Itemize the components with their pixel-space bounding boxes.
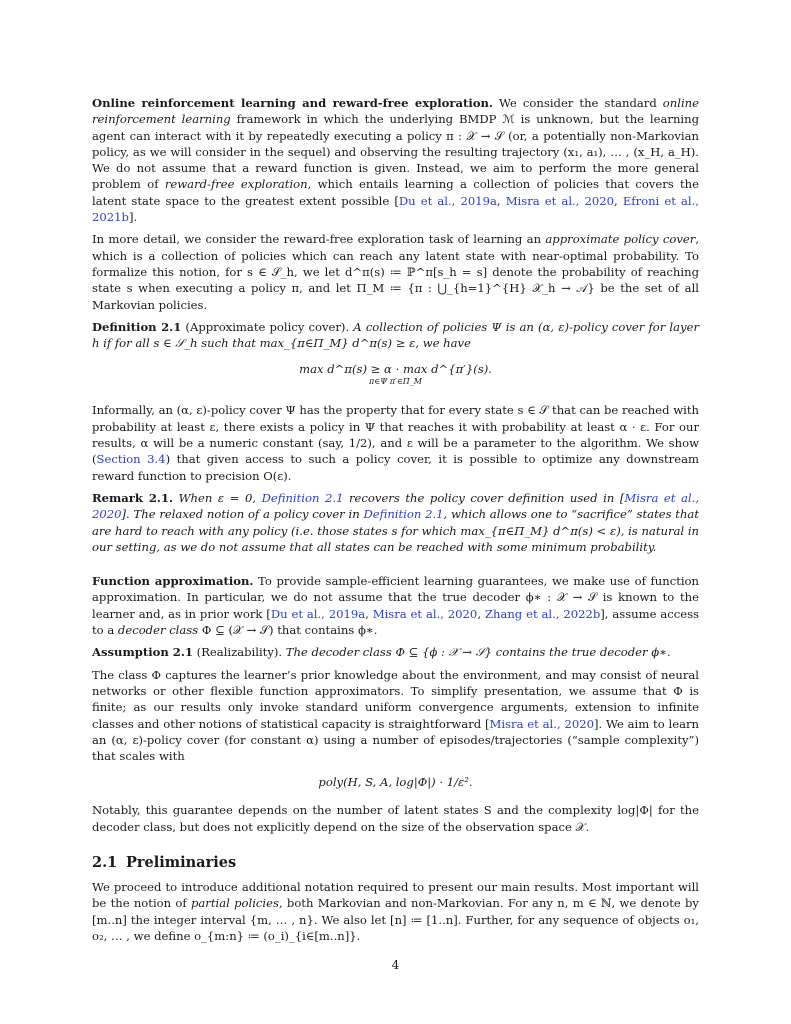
paragraph-online-rl: Online reinforcement learning and reward-free exploration. We consider the standard online reinforcement learning framework in which the underlying BMDP ℳ is unknown, but the learning agent can interact with it by repeatedly executing a policy π : 𝒳 → 𝒮 (or, a potentially non-Markovian policy, as we will consider in the sequel) and observing the resulting trajectory (x₁, a₁), … , (x_H, a_H). We do not assume that a reward function is given. Instead, we aim to perform the more general problem of reward-free exploration, which entails learning a collection of policies that covers the latent state space to the greatest extent possible [Du et al., 2019a, Misra et al., 2020, Efroni et al., 2021b]. [92, 96, 700, 225]
citation-link[interactable]: Misra et al., 2020 [505, 193, 615, 208]
page-number: 4 [391, 958, 400, 972]
citation-link[interactable]: Zhang et al., 2022b [484, 606, 601, 621]
paragraph-decoder-class: The class Φ captures the learner’s prior knowledge about the environment, and may consist of neural networks or other flexible function approximators. To simplify presentation, we assume that Φ is finite; as our results only invoke standard uniform convergence arguments, extension to infinite classes and other notions of statistical capacity is straightforward [Misra et al., 2020]. We aim to learn an (α, ε)-policy cover (for constant α) using a number of episodes/trajectories (“sample complexity”) that scales with [92, 667, 699, 764]
citation-link[interactable]: Misra et al., 2020 [92, 490, 700, 522]
remark-heading: Remark 2.1. [92, 490, 174, 505]
page-body [92, 95, 699, 944]
definition-equation: max d^π(s) ≥ α · max d^{π′}(s). π∈Ψ π′∈Π_M [299, 362, 492, 387]
section-title: Preliminaries [126, 853, 237, 871]
definition-link[interactable]: Definition 2.1 [363, 507, 444, 522]
citation-link[interactable]: Misra et al., 2020 [489, 716, 594, 731]
section-number: 2.1 [92, 853, 118, 871]
paragraph-heading: Function approximation. [92, 574, 254, 589]
paragraph-notably: Notably, this guarantee depends on the number of latent states S and the complexity log|Φ| for the decoder class, but does not explicitly depend on the size of the observation space 𝒳. [92, 803, 699, 834]
sample-complexity-equation: poly(H, S, A, log|Φ|) · 1/ε². [318, 775, 473, 790]
section-link[interactable]: Section 3.4 [96, 452, 166, 467]
definition-block: Definition 2.1 (Approximate policy cover). A collection of policies Ψ is an (α, ε)-policy cover for layer h if for all s ∈ 𝒮_h such that max_{π∈Π_M} d^π(s) ≥ ε, we have [92, 319, 699, 351]
citation-link[interactable]: Efroni et al., 2021b [92, 193, 699, 225]
citation-link[interactable]: Du et al., 2019a [270, 606, 366, 621]
paragraph-heading: Online reinforcement learning and reward-free exploration. [92, 96, 493, 110]
paragraph-preliminaries: We proceed to introduce additional notation required to present our main results. Most important will be the notion of partial policies, both Markovian and non-Markovian. For any n, m ∈ ℕ, we denote by [m..n] the integer interval {m, … , n}. We also let [n] ≔ [1..n]. Further, for any sequence of objects o₁, o₂, … , we define o_{m:n} ≔ (o_i)_{i∈[m..n]}. [92, 879, 699, 943]
section-heading [92, 853, 699, 873]
citation-link[interactable]: Du et al., 2019a [398, 193, 497, 208]
assumption-heading: Assumption 2.1 [92, 645, 193, 660]
paragraph-function-approximation: Function approximation. To provide sample-efficient learning guarantees, we make use of function approximation. In particular, we do not assume that the true decoder ϕ∗ : 𝒳 → 𝒮 is known to the learner and, as in prior work [Du et al., 2019a, Misra et al., 2020, Zhang et al., 2022b], assume access to a decoder class Φ ⊆ (𝒳 → 𝒮) that contains ϕ∗. [92, 574, 700, 638]
paragraph-policy-cover: In more detail, we consider the reward-free exploration task of learning an approximate policy cover, which is a collection of policies which can reach any latent state with near-optimal probability. To formalize this notion, for s ∈ 𝒮_h, we let d^π(s) ≔ ℙ^π[s_h = s] denote the probability of reaching state s when executing a policy π, and let Π_M ≔ {π : ⋃_{h=1}^{H} 𝒳_h → 𝒜} be the set of all Markovian policies. [92, 232, 699, 312]
definition-link[interactable]: Definition 2.1 [261, 490, 344, 505]
citation-link[interactable]: Misra et al., 2020 [372, 606, 478, 621]
paragraph-informal: Informally, an (α, ε)-policy cover Ψ has the property that for every state s ∈ 𝒮 that can be reached with probability at least ε, there exists a policy in Ψ that reaches it with probability at least α · ε. For our results, α will be a numeric constant (say, 1/2), and ε will be a parameter to the algorithm. We show (Section 3.4) that given access to such a policy cover, it is possible to optimize any downstream reward function to precision O(ε). [92, 403, 699, 483]
definition-heading: Definition 2.1 [92, 319, 182, 334]
assumption-block: Assumption 2.1 (Realizability). The decoder class Φ ⊆ {ϕ : 𝒳 → 𝒮} contains the true decoder ϕ∗. [92, 645, 671, 660]
remark-block: Remark 2.1. When ε = 0, Definition 2.1 recovers the policy cover definition used in [Misra et al., 2020]. The relaxed notion of a policy cover in Definition 2.1, which allows one to “sacrifice” states that are hard to reach with any policy (i.e. those states s for which max_{π∈Π_M} d^π(s) < ε), is natural in our setting, as we do not assume that all states can be reached with some minimum probability. [92, 490, 700, 554]
